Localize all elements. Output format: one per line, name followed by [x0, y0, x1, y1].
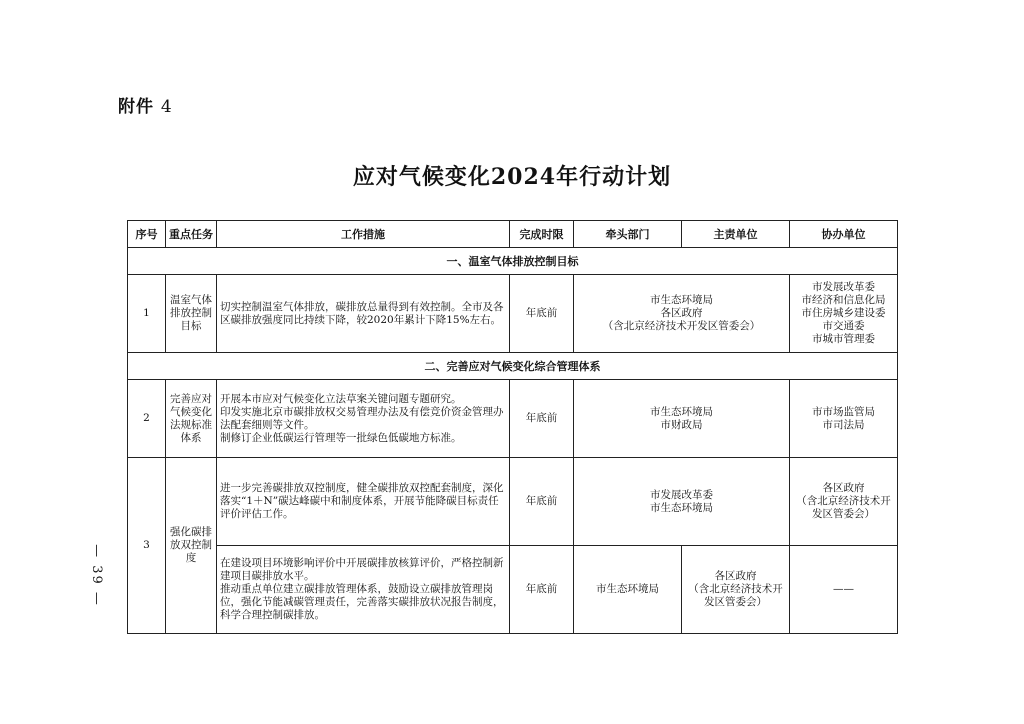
row-measures: 在建设项目环境影响评价中开展碳排放核算评价，严格控制新建项目碳排放水平。 推动重点单位建立碳排放管理体系，鼓励设立碳排放管理岗位，强化节能减碳管理责任，完善落实碳排放状况报告制度，科学合理控制碳排放。 — [217, 546, 510, 634]
row-assist: 市市场监管局 市司法局 — [790, 380, 898, 458]
row-lead: 市发展改革委 市生态环境局 — [574, 458, 790, 546]
row-task: 强化碳排放双控制度 — [166, 458, 217, 634]
row-responsible: 各区政府 （含北京经济技术开发区管委会） — [682, 546, 790, 634]
header-cell: 协办单位 — [790, 221, 898, 248]
page-number — [86, 530, 106, 620]
attachment-number: 4 — [160, 97, 173, 117]
row-measures: 切实控制温室气体排放，碳排放总量得到有效控制。全市及各区碳排放强度同比持续下降，较2020年累计下降15%左右。 — [217, 275, 510, 353]
header-cell: 完成时限 — [510, 221, 574, 248]
header-cell: 序号 — [128, 221, 166, 248]
header-cell: 主责单位 — [682, 221, 790, 248]
page-number-text: — 39 — — [88, 543, 104, 607]
table-row — [128, 458, 898, 546]
row-number: 1 — [128, 275, 166, 353]
row-task: 温室气体排放控制目标 — [166, 275, 217, 353]
table-header-row — [128, 221, 898, 248]
attachment-text: 附件 — [118, 97, 154, 117]
table-row — [128, 380, 898, 458]
section-title: 一、温室气体排放控制目标 — [128, 248, 898, 275]
row-lead: 市生态环境局 市财政局 — [574, 380, 790, 458]
row-deadline: 年底前 — [510, 546, 574, 634]
section-row — [128, 353, 898, 380]
row-deadline: 年底前 — [510, 458, 574, 546]
row-number: 2 — [128, 380, 166, 458]
row-assist: —— — [790, 546, 898, 634]
row-deadline: 年底前 — [510, 275, 574, 353]
header-cell: 重点任务 — [166, 221, 217, 248]
table-row — [128, 546, 898, 634]
attachment-label — [118, 92, 173, 117]
row-deadline: 年底前 — [510, 380, 574, 458]
row-lead: 市生态环境局 — [574, 546, 682, 634]
document-title: 应对气候变化2024年行动计划 — [352, 164, 672, 190]
row-number: 3 — [128, 458, 166, 634]
section-title: 二、完善应对气候变化综合管理体系 — [128, 353, 898, 380]
row-assist: 各区政府 （含北京经济技术开发区管委会） — [790, 458, 898, 546]
header-cell: 牵头部门 — [574, 221, 682, 248]
row-task: 完善应对气候变化法规标准体系 — [166, 380, 217, 458]
section-row — [128, 248, 898, 275]
action-plan-table — [127, 220, 898, 634]
table-row — [128, 275, 898, 353]
header-cell: 工作措施 — [217, 221, 510, 248]
row-measures: 开展本市应对气候变化立法草案关键问题专题研究。 印发实施北京市碳排放权交易管理办法及有偿竞价资金管理办法配套细则等文件。 制修订企业低碳运行管理等一批绿色低碳地方标准。 — [217, 380, 510, 458]
row-lead: 市生态环境局 各区政府 （含北京经济技术开发区管委会） — [574, 275, 790, 353]
row-measures: 进一步完善碳排放双控制度，健全碳排放双控配套制度，深化落实“1＋N”碳达峰碳中和制度体系，开展节能降碳目标责任评价评估工作。 — [217, 458, 510, 546]
row-assist: 市发展改革委 市经济和信息化局 市住房城乡建设委 市交通委 市城市管理委 — [790, 275, 898, 353]
